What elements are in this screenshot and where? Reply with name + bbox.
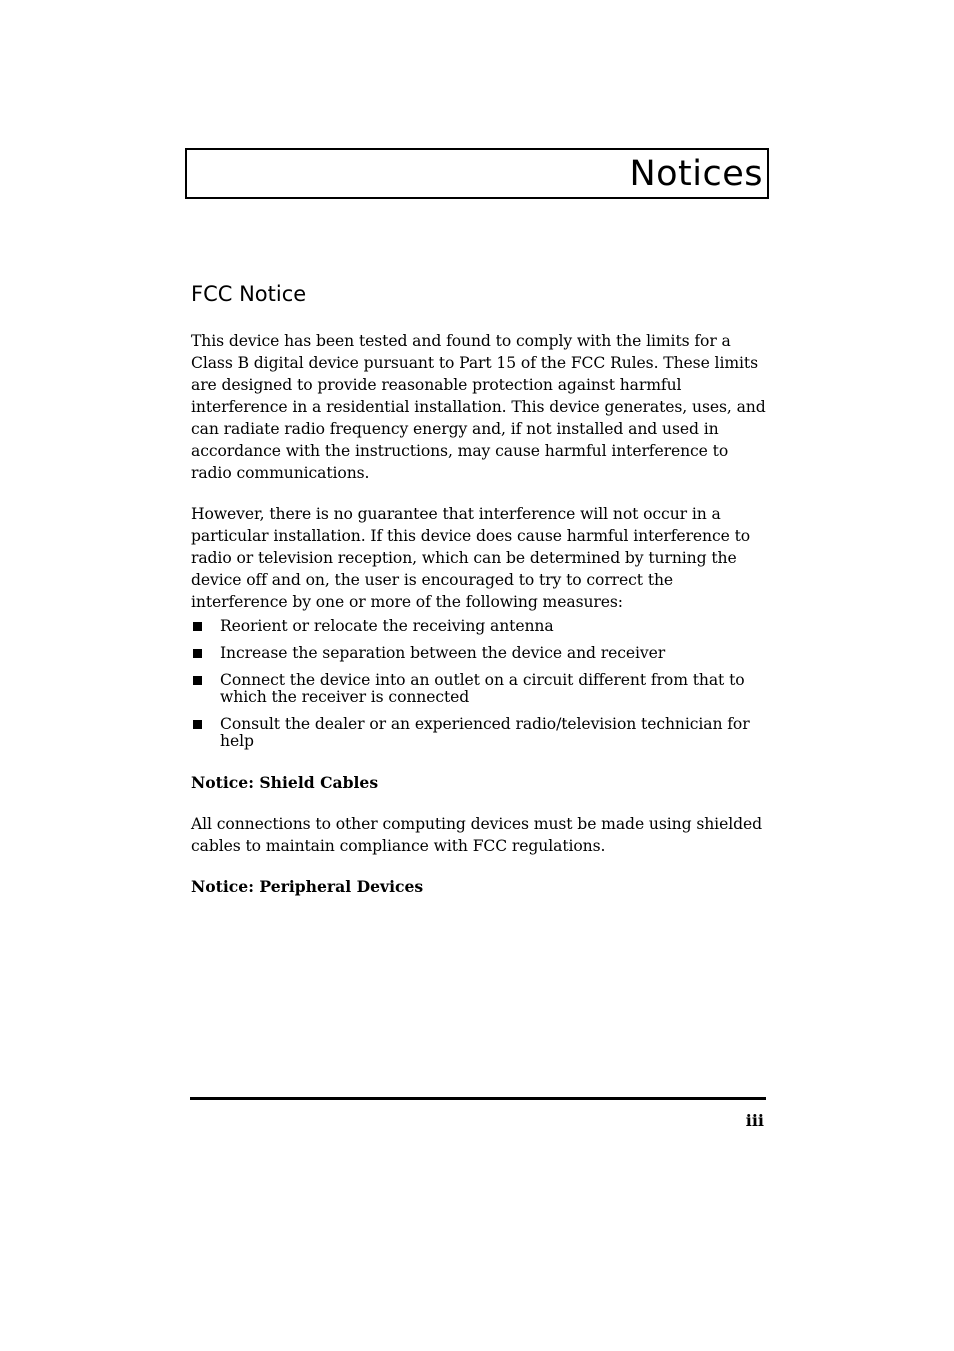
square-bullet-icon — [193, 622, 202, 631]
fcc-paragraph-1: This device has been tested and found to comply with the limits for a Class B digital device pursuant to Part 15 of the FCC Rules. These limits are designed to provide reasonable protection against harmful interference in a residential installation. This device generates, uses, and can radiate radio frequency energy and, if not installed and used in accordance with the instructions, may cause harmful interference to radio communications. — [191, 332, 766, 482]
square-bullet-icon — [193, 676, 202, 685]
shield-cables-heading: Notice: Shield Cables — [191, 773, 379, 792]
list-item-text: Reorient or relocate the receiving antenna — [220, 617, 554, 635]
list-item — [191, 618, 771, 635]
list-item-text: Consult the dealer or an experienced radio/television technician for help — [220, 715, 750, 750]
square-bullet-icon — [193, 720, 202, 729]
list-item — [191, 716, 771, 750]
chapter-title-box — [185, 148, 769, 199]
list-item-text: Increase the separation between the device and receiver — [220, 644, 666, 662]
measures-list — [191, 618, 771, 750]
fcc-paragraph-2: However, there is no guarantee that interference will not occur in a particular installation. If this device does cause harmful interference to radio or television reception, which can be determined by turning the device off and on, the user is encouraged to try to correct the interference by one or more of the following measures: — [191, 505, 751, 611]
chapter-title: Notices — [629, 154, 763, 194]
shield-cables-text: All connections to other computing devices must be made using shielded cables to maintain compliance with FCC regulations. — [191, 815, 762, 855]
list-item — [191, 672, 771, 706]
list-item-text: Connect the device into an outlet on a circuit different from that to which the receiver is connected — [220, 671, 745, 706]
section-heading: FCC Notice — [191, 282, 307, 306]
page-number: iii — [745, 1111, 764, 1130]
list-item — [191, 645, 771, 662]
page-content — [191, 280, 771, 917]
square-bullet-icon — [193, 649, 202, 658]
footer-rule — [190, 1097, 766, 1100]
peripheral-devices-heading: Notice: Peripheral Devices — [191, 877, 424, 896]
